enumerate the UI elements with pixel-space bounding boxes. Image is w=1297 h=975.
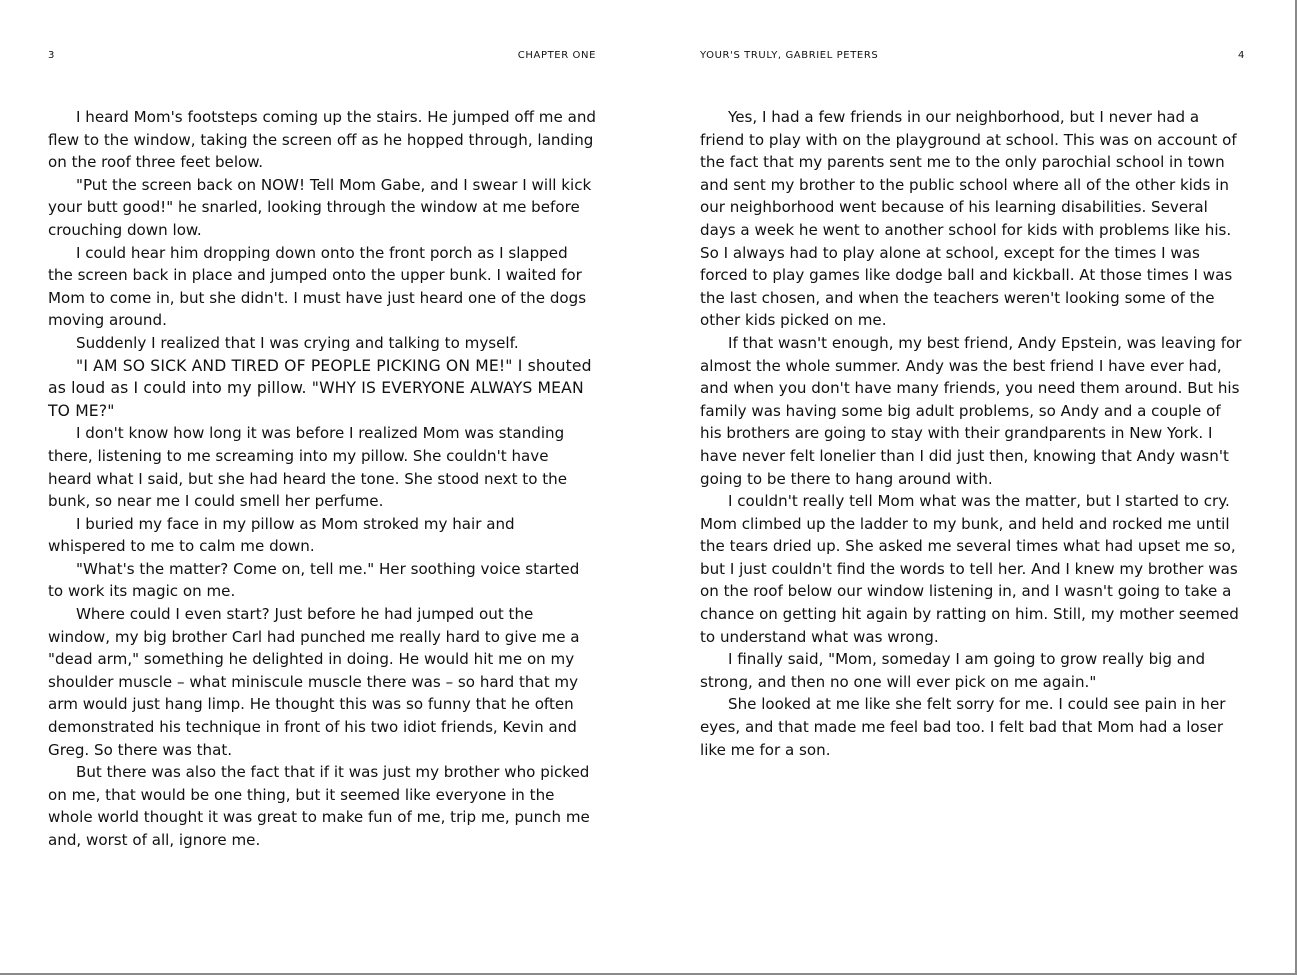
paragraph: I finally said, "Mom, someday I am going to grow really big and strong, and then no one will ever pick on me again."	[700, 650, 1206, 691]
paragraph: She looked at me like she felt sorry for me. I could see pain in her eyes, and that made me feel bad too. I felt bad that Mom had a loser like me for a son.	[700, 695, 1226, 759]
left-page-header	[48, 50, 596, 64]
right-running-head: YOUR'S TRULY, GABRIEL PETERS	[700, 50, 879, 61]
left-running-head: CHAPTER ONE	[517, 50, 596, 61]
right-page	[700, 0, 1245, 975]
right-page-number: 4	[1238, 50, 1245, 61]
right-page-header	[700, 50, 1245, 64]
paragraph: If that wasn't enough, my best friend, Andy Epstein, was leaving for almost the whole summer. Andy was the best friend I have ever had, and when you don't have many friends, you need them around. But his family was having some big adult problems, so Andy and a couple of his brothers are going to stay with their grandparents in New York. I have never felt lonelier than I did just then, knowing that Andy wasn't going to be there to hang around with.	[700, 333, 1242, 488]
paragraph: I couldn't really tell Mom what was the matter, but I started to cry. Mom climbed up the ladder to my bunk, and held and rocked me until the tears dried up. She asked me several times what had upset me so, but I just couldn't find the words to tell her. And I knew my brother was on the roof below our window listening in, and I wasn't going to take a chance on getting hit again by ratting on him. Still, my mother seemed to understand what was wrong.	[700, 492, 1239, 646]
paragraph: I don't know how long it was before I realized Mom was standing there, listening to me screaming into my pillow. She couldn't have heard what I said, but she had heard the tone. She stood next to the bunk, so near me I could smell her perfume.	[48, 424, 568, 511]
paragraph: Suddenly I realized that I was crying and talking to myself.	[76, 333, 519, 352]
paragraph: "Put the screen back on NOW! Tell Mom Gabe, and I swear I will kick your butt good!" he snarled, looking through the window at me before crouching down low.	[48, 175, 592, 239]
paragraph: "I AM SO SICK AND TIRED OF PEOPLE PICKING ON ME!" I shouted as loud as I could into my pillow. "WHY IS EVERYONE ALWAYS MEAN TO ME?"	[48, 356, 592, 420]
paragraph: But there was also the fact that if it was just my brother who picked on me, that would be one thing, but it seemed like everyone in the whole world thought it was great to make fun of me, trip me, punch me and, worst of all, ignore me.	[48, 763, 590, 849]
left-page-text	[48, 106, 596, 852]
left-page-number: 3	[48, 50, 55, 61]
paragraph: "What's the matter? Come on, tell me." Her soothing voice started to work its magic on me.	[48, 559, 580, 601]
paragraph: I buried my face in my pillow as Mom stroked my hair and whispered to me to calm me down.	[48, 514, 515, 556]
left-page	[48, 0, 596, 975]
paragraph: Yes, I had a few friends in our neighborhood, but I never had a friend to play with on the playground at school. This was on account of the fact that my parents sent me to the only parochial school in town and sent my brother to the public school where all of the other kids in our neighborhood went because of his learning disabilities. Several days a week he went to another school for kids with problems like his. So I always had to play alone at school, except for the times I was forced to play games like dodge ball and kickball. At those times I was the last chosen, and when the teachers weren't looking some of the other kids picked on me.	[700, 108, 1237, 330]
right-page-text	[700, 106, 1245, 761]
paragraph: I heard Mom's footsteps coming up the stairs. He jumped off me and flew to the window, taking the screen off as he hopped through, landing on the roof three feet below.	[48, 108, 596, 172]
paragraph: I could hear him dropping down onto the front porch as I slapped the screen back in place and jumped onto the upper bunk. I waited for Mom to come in, but she didn't. I must have just heard one of the dogs moving around.	[48, 243, 587, 330]
paragraph: Where could I even start? Just before he had jumped out the window, my big brother Carl had punched me really hard to give me a "dead arm," something he delighted in doing. He would hit me on my shoulder muscle – what miniscule muscle there was – so hard that my arm would just hang limp. He thought this was so funny that he often demonstrated his technique in front of his two idiot friends, Kevin and Greg. So there was that.	[48, 605, 580, 759]
